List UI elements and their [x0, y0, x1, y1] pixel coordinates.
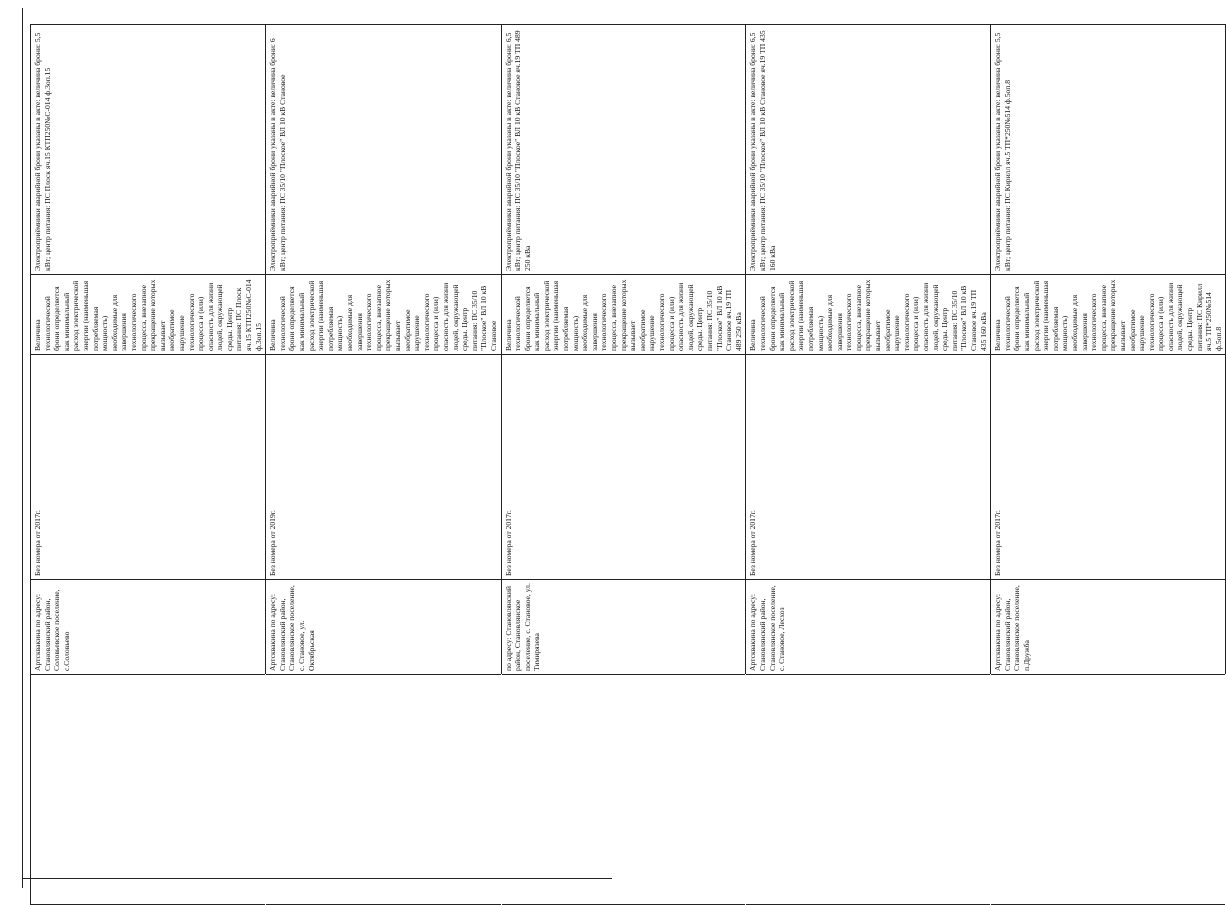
table-row: [266, 25, 501, 905]
consumers-cell: Электроприёмники аварийной брони указаны в акте: величина брони: 5,5 кВт; центр питания: ПС Плоск яч.15 КТП250№С-014 ф.3оп.15: [31, 25, 266, 275]
empty-cell: [266, 675, 501, 905]
consumers-cell: Электроприёмники аварийной брони указаны в акте: величина брони: 5,5 кВт; центр питания: ПС Кирилл яч.5 ТП*250№514 ф.5оп.8: [991, 25, 1226, 275]
bottom-rule: [22, 878, 612, 879]
number-cell: Без номера от 2019г.: [266, 355, 501, 580]
consumers-cell: Электроприёмники аварийной брони указаны в акте: величина брони: 6,5 кВт; центр питания: ПС 35/10 "Плоское" ВЛ 10 кВ Становое яч.19 ТП 489 250 кВа: [501, 25, 746, 275]
number-cell: Без номера от 2017г.: [746, 355, 991, 580]
description-cell: Величина технологической брони определяется как минимальный расход электрической энергии (наименьшая потребляемая мощность) необходимые для завершения технологического процесса, внезапное прекращение которых вызывает необратимое нарушение технологического процесса и (или) опасность для жизни людей, окружающей среды. Центр питания: ПС Кирилл яч.5 ТП*250№514 ф.5оп.8: [991, 275, 1226, 355]
table-row: [31, 25, 266, 905]
description-cell: Величина технологической брони определяется как минимальный расход электрической энергии (наименьшая потребляемая мощность) необходимые для завершения технологического процесса, внезапное прекращение которых вызывает необратимое нарушение технологического процесса и (или) опасность для жизни людей, окружающей среды. Центр питания: ПС 35/10 "Плоское" ВЛ 10 кВ Становое: [266, 275, 501, 355]
reservation-table: [30, 24, 1226, 905]
table-row: [991, 25, 1226, 905]
rotated-page: [30, 25, 1223, 905]
address-cell: Артсквакина по адресу: Становлянский район, Соловьевское поселение, с.Соловьево: [31, 580, 266, 675]
number-cell: Без номера от 2017г.: [31, 355, 266, 580]
left-rule: [22, 8, 23, 888]
empty-cell: [31, 675, 266, 905]
table-body: [31, 25, 1226, 905]
empty-cell: [501, 675, 746, 905]
empty-cell: [991, 675, 1226, 905]
table-row: [746, 25, 991, 905]
address-cell: Артсквакина по адресу: Становлянский район, Становлянское поселение, с. Становое, Лесхоз: [746, 580, 991, 675]
description-cell: Величина технологической брони определяется как минимальный расход электрической энергии (наименьшая потребляемая мощность) необходимые для завершения технологического процесса, внезапное прекращение которых вызывает необратимое нарушение технологического процесса и (или) опасность для жизни людей, окружающей среды. Центр питания: ПС Плоск яч.15 КТП250№С-014 ф.3оп.15: [31, 275, 266, 355]
consumers-cell: Электроприёмники аварийной брони указаны в акте: величина брони: 6 кВт; центр питания: ПС 35/10 "Плоское" ВЛ 10 кВ Становое: [266, 25, 501, 275]
consumers-cell: Электроприёмники аварийной брони указаны в акте: величина брони: 6,5 кВт; центр питания: ПС 35/10 "Плоское" ВЛ 10 кВ Становое яч.19 ТП 435 160 кВа: [746, 25, 991, 275]
number-cell: Без номера от 2017г.: [501, 355, 746, 580]
address-cell: Артсквакина по адресу: Становлянский район, Становлянское поселение, п.Дружба: [991, 580, 1226, 675]
description-cell: Величина технологической брони определяется как минимальный расход электрической энергии (наименьшая потребляемая мощность) необходимые для завершения технологического процесса, внезапное прекращение которых вызывает необратимое нарушение технологического процесса и (или) опасность для жизни людей, окружающей среды. Центр питания: ПС 35/10 "Плоское" ВЛ 10 кВ Становое яч.19 ТП 489 250 кВа: [501, 275, 746, 355]
table-row: [501, 25, 746, 905]
number-cell: Без номера от 2017г.: [991, 355, 1226, 580]
address-cell: Артсквакина по адресу: Становлянский район, Становлянское поселение, с. Становое, ул. Октябрьская: [266, 580, 501, 675]
empty-cell: [746, 675, 991, 905]
description-cell: Величина технологической брони определяется как минимальный расход электрической энергии (наименьшая потребляемая мощность) необходимые для завершения технологического процесса, внезапное прекращение которых вызывает необратимое нарушение технологического процесса и (или) опасность для жизни людей, окружающей среды. Центр питания: ПС 35/10 "Плоское" ВЛ 10 кВ Становое яч.19 ТП 435 160 кВа: [746, 275, 991, 355]
address-cell: по адресу: Становлянский район, Становлянское поселение, с. Становое, ул. Тимирязева: [501, 580, 746, 675]
